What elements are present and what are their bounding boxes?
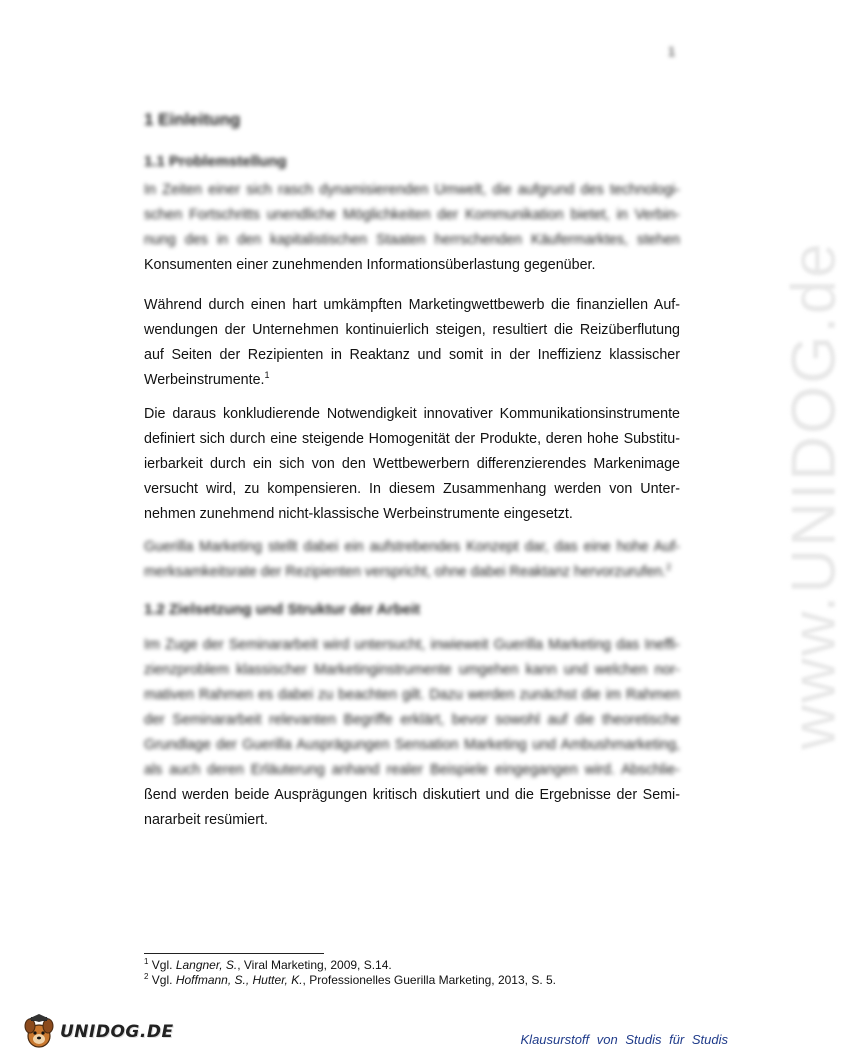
- footnote-author: Langner, S.: [175, 958, 238, 972]
- text-line: [144, 560, 680, 585]
- watermark: www.UNIDOG.de: [779, 241, 849, 750]
- footnote-number: 2: [144, 972, 149, 981]
- footnote-2: [144, 973, 556, 987]
- text-fragment: Werbeinstrumente.: [144, 372, 265, 388]
- paragraph-3: [144, 402, 680, 527]
- section-heading-problemstellung: 1.1 Problemstellung: [144, 153, 287, 170]
- footnote-1: [144, 958, 392, 972]
- footnote-source: , Professionelles Guerilla Marketing, 2013, S. 5.: [302, 973, 557, 987]
- text-line: der Seminararbeit relevanten Begriffe erklärt, bevor sowohl auf die theoretische: [144, 712, 680, 728]
- text-line: Die daraus konkludierende Notwendigkeit innovativer Kommunikationsinstrumente: [144, 406, 680, 422]
- footnote-ref: 1: [264, 370, 270, 380]
- footer-tagline: Klausurstoff von Studis für Studis: [520, 1032, 728, 1047]
- text-line: definiert sich durch eine steigende Homogenität der Produkte, deren hohe Substitu-: [144, 431, 680, 447]
- footnote-source: , Viral Marketing, 2009, S.14.: [237, 958, 392, 972]
- footnote-prefix: Vgl.: [151, 973, 176, 987]
- text-line: mativen Rahmen es dabei zu beachten gilt. Dazu werden zunächst die im Rahmen: [144, 687, 680, 703]
- text-line: In Zeiten einer sich rasch dynamisierenden Umwelt, die aufgrund des technologi-: [144, 182, 680, 198]
- paragraph-1: [144, 178, 680, 278]
- text-line: Guerilla Marketing stellt dabei ein aufstrebendes Konzept dar, das eine hohe Auf-: [144, 539, 680, 555]
- logo-text: UNIDOG.DE: [60, 1022, 174, 1042]
- dog-mascot-icon: [22, 1014, 56, 1050]
- section-heading-zielsetzung: 1.2 Zielsetzung und Struktur der Arbeit: [144, 601, 421, 618]
- chapter-heading: 1 Einleitung: [144, 110, 241, 129]
- text-fragment: merksamkeitsrate der Rezipienten verspricht, ohne dabei Reaktanz hervorzurufen.: [144, 564, 667, 580]
- footnote-separator: [144, 953, 324, 954]
- page-number: 1: [668, 44, 676, 59]
- text-line: versucht wird, zu kompensieren. In diesem Zusammenhang werden von Unter-: [144, 481, 680, 497]
- text-line: schen Fortschritts unendliche Möglichkeiten der Kommunikation bietet, in Verbin-: [144, 207, 680, 223]
- text-line: nung des in den kapitalistischen Staaten herrschenden Käufermarktes, stehen: [144, 232, 680, 248]
- text-line: Konsumenten einer zunehmenden Informationsüberlastung gegenüber.: [144, 257, 596, 273]
- text-line: wendungen der Unternehmen kontinuierlich steigen, resultiert die Reizüberflutung: [144, 322, 680, 338]
- paragraph-4: [144, 535, 680, 585]
- text-line: auf Seiten der Rezipienten in Reaktanz und somit in der Ineffizienz klassischer: [144, 347, 680, 363]
- text-line: nehmen zunehmend nicht-klassische Werbeinstrumente eingesetzt.: [144, 506, 573, 522]
- text-line: nararbeit resümiert.: [144, 812, 268, 828]
- paragraph-5: [144, 633, 680, 833]
- footnote-ref: 2: [666, 562, 672, 572]
- text-line: ßend werden beide Ausprägungen kritisch diskutiert und die Ergebnisse der Semi-: [144, 787, 680, 803]
- text-line: als auch deren Erläuterung anhand realer Beispiele eingegangen wird. Abschlie-: [144, 762, 680, 778]
- unidog-logo: [22, 1012, 174, 1052]
- footnote-prefix: Vgl.: [151, 958, 176, 972]
- paragraph-2: [144, 293, 680, 393]
- footnote-author: Hoffmann, S., Hutter, K.: [175, 973, 303, 987]
- text-line: [144, 368, 680, 393]
- text-line: ierbarkeit durch ein sich von den Wettbewerbern differenzierendes Markenimage: [144, 456, 680, 472]
- text-line: Während durch einen hart umkämpften Marketingwettbewerb die finanziellen Auf-: [144, 297, 680, 313]
- text-line: zienzproblem klassischer Marketinginstrumente umgehen kann und welchen nor-: [144, 662, 680, 678]
- footnote-number: 1: [144, 957, 149, 966]
- text-line: Grundlage der Guerilla Ausprägungen Sensation Marketing und Ambushmarketing,: [144, 737, 680, 753]
- text-line: Im Zuge der Seminararbeit wird untersucht, inwieweit Guerilla Marketing das Ineffi-: [144, 637, 680, 653]
